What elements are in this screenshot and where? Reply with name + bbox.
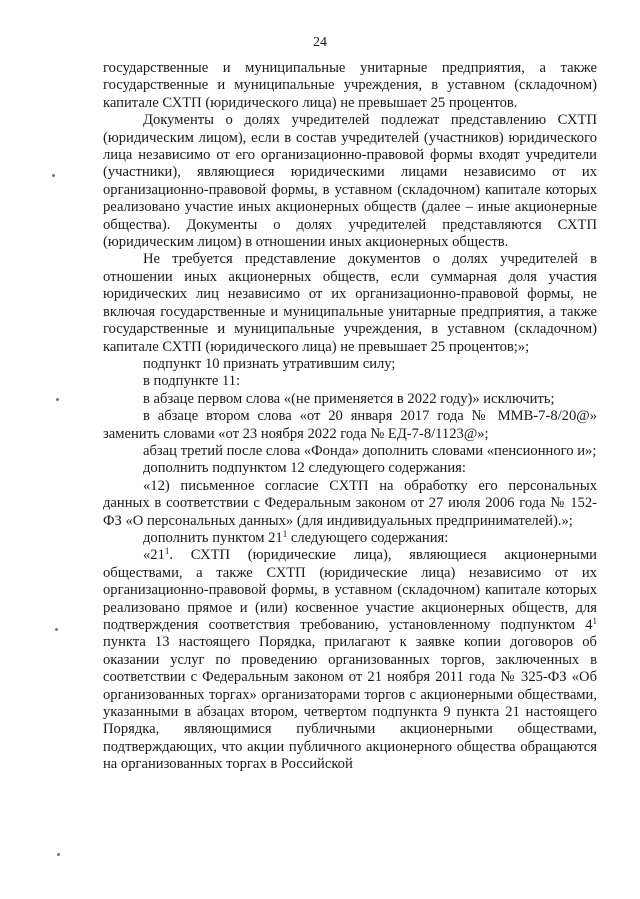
paragraph-12-text-c: пункта 13 настоящего Порядка, прилагают к заявке копии договоров об оказании услуг по проведению организованных торгов, заключенных в соответствии с Федеральным законом от 21 ноября 2011 года № 325-ФЗ «Об организованных торгах» организаторами торгов с акционерными обществами, указанными в абзацах втором, четвертом подпункта 9 пункта 21 настоящего Порядка, являющимися публичными акционерными обществами, подтверждающих, что акции публичного акционерного общества обращаются на организованных торгах в Российской — [103, 634, 597, 773]
paragraph-7: в абзаце втором слова «от 20 января 2017 года № ММВ-7-8/20@» заменить словами «от 23 ноября 2022 года № ЕД-7-8/1123@»; — [103, 408, 597, 442]
scan-speck — [56, 398, 59, 401]
paragraph-9: дополнить подпунктом 12 следующего содержания: — [143, 460, 466, 477]
paragraph-10: «12) письменное согласие СХТП на обработку его персональных данных в соответствии с Федеральным законом от 27 июля 2006 года № 152-ФЗ «О персональных данных» (для индивидуальных предпринимателей).»; — [103, 477, 597, 529]
paragraph-12-text-a: «21 — [143, 547, 165, 564]
scan-speck — [52, 174, 55, 177]
scan-speck — [55, 628, 58, 631]
paragraph-4: подпункт 10 признать утратившим силу; — [143, 355, 396, 372]
paragraph-11-text-a: дополнить пунктом 21 — [143, 529, 283, 546]
paragraph-2: Документы о долях учредителей подлежат представлению СХТП (юридическим лицом), если в состав учредителей (участников) юридического лица независимо от его организационно-правовой формы входят учредители (участники), являющиеся юридическими лицами независимо от их организационно-правовой формы, в уставном (складочном) капитале которых реализовано участие иных акционерных обществ (далее – иные акционерные общества). Документы о долях учредителей представляются СХТП (юридическим лицом) в отношении иных акционерных обществ. — [103, 112, 597, 251]
paragraph-12-superscript-2: 1 — [592, 616, 597, 626]
document-body — [103, 60, 597, 774]
paragraph-3: Не требуется представление документов о долях учредителей в отношении иных акционерных обществ, если суммарная доля участия юридических лиц независимо от их организационно-правовой формы, не включая государственные и муниципальные унитарные предприятия, а также государственные и муниципальные учреждения, в уставном (складочном) капитале СХТП (юридического лица) не превышает 25 процентов;»; — [103, 251, 597, 355]
paragraph-11 — [103, 530, 597, 547]
paragraph-1: государственные и муниципальные унитарные предприятия, а также государственные и муниципальные учреждения, в уставном (складочном) капитале СХТП (юридического лица) не превышает 25 процентов. — [103, 60, 597, 111]
paragraph-5: в подпункте 11: — [143, 373, 241, 390]
page-number: 24 — [313, 35, 327, 50]
paragraph-11-text-b: следующего содержания: — [287, 529, 449, 546]
paragraph-11-superscript: 1 — [282, 528, 288, 539]
paragraph-8: абзац третий после слова «Фонда» дополнить словами «пенсионного и»; — [143, 442, 597, 459]
paragraph-12 — [103, 547, 597, 773]
paragraph-6: в абзаце первом слова «(не применяется в 2022 году)» исключить; — [143, 390, 555, 407]
paragraph-12-text-b: . СХТП (юридические лица), являющиеся акционерными обществами, а также СХТП (юридические лица) независимо от их организационно-правовой формы, в уставном (складочном) капитале которых реализовано прямое и (или) косвенное участие акционерных обществ, для подтверждения соответствия требованию, установленному подпунктом 4 — [103, 547, 597, 633]
paragraph-12-superscript-1: 1 — [164, 546, 170, 557]
scan-speck — [57, 853, 60, 856]
